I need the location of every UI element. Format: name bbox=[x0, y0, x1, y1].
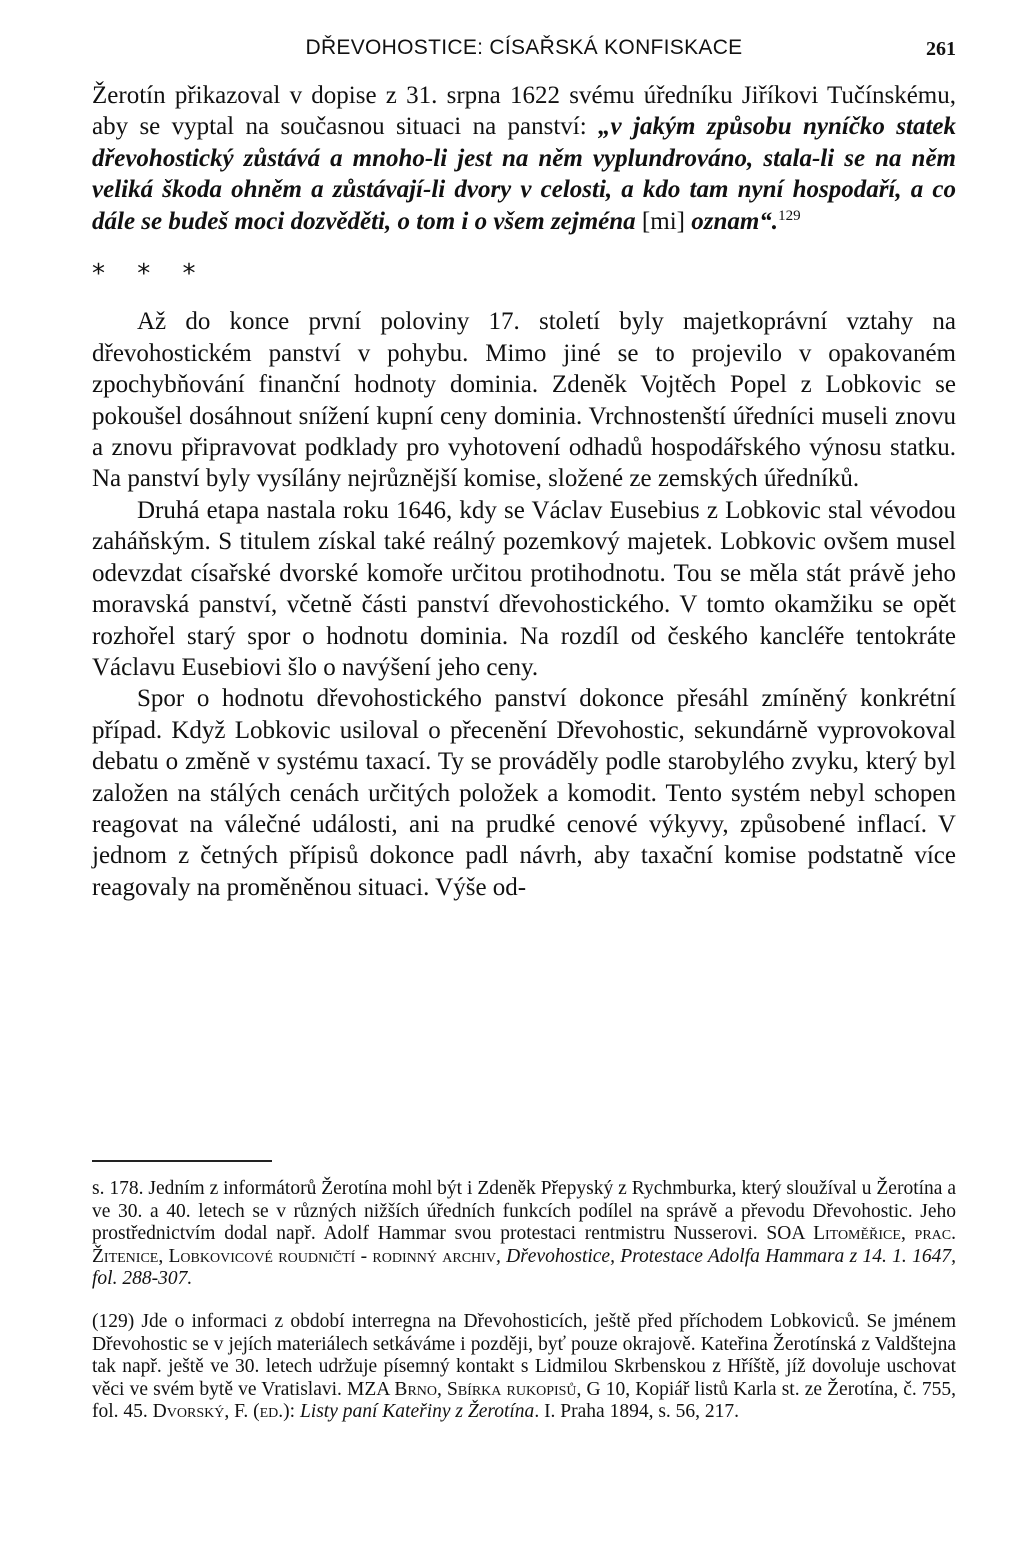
running-head bbox=[92, 36, 956, 66]
chapter-title: DŘEVOHOSTICE: CÍSAŘSKÁ KONFISKACE bbox=[305, 36, 743, 59]
footnote-divider bbox=[92, 1160, 272, 1162]
page-number: 261 bbox=[926, 38, 956, 60]
paragraph-1 bbox=[92, 80, 956, 237]
quote-bracket: [mi] bbox=[635, 207, 692, 235]
footnote-129-text: (129) Jde o informaci z období interregna na Dřevohosticích, ještě před příchodem Lobkoviců. Se jménem Dřevohostic se v jejích materiálech setkáváme i později, byť pouze okrajově. Kateřina Žerotínská z Valdštejna tak např. ještě ve 30. letech udržuje písemný kontakt s Lidmilou Skrbenskou z Hříště, jíž dovoluje uschovat věci ve svém bytě ve Vratislavi. bbox=[92, 1310, 956, 1400]
footnote-129-title: Listy paní Kateřiny z Žerotína bbox=[299, 1401, 535, 1423]
footnote-129-archive: MZA Brno, Sbírka rukopisů bbox=[347, 1378, 577, 1400]
footnote-128-archive: SOA Litoměřice, prac. Žitenice, Lobkovicové roudničtí - rodinný archiv bbox=[92, 1223, 957, 1267]
quote-text: „v jakým způsobu nyníčko statek dřevohostický zůstává a mnoho-li jest na něm vyplundrováno, stala-li se na něm veliká škoda ohněm a zůstávají-li dvory v celosti, a kdo tam nyní hospodaří, a co dále se budeš moci dozvěděti, o tom i o všem zejména bbox=[92, 113, 956, 235]
footnote-128 bbox=[92, 1178, 956, 1291]
footnote-128-source: , Dřevohostice, Protestace Adolfa Hammara z 14. 1. 1647, fol. 288-307. bbox=[92, 1245, 956, 1290]
footnote-129-end: . I. Praha 1894, s. 56, 217. bbox=[534, 1401, 740, 1423]
main-text bbox=[92, 80, 956, 903]
footnote-128-text: s. 178. Jedním z informátorů Žerotína mohl být i Zdeněk Přepyský z Rychmburka, který sloužíval u Žerotína a ve 30. a 40. letech se v různých nižších úředních funkcích podílel na správě a převodu Dřevohostic. Jeho prostřednictvím dodal např. Adolf Hammar svou protestaci rentmistru Nusserovi. bbox=[92, 1178, 956, 1245]
footnote-129-colon: : bbox=[289, 1401, 300, 1423]
section-break: * * * bbox=[92, 259, 208, 290]
footnote-129-ref: , G 10, Kopiář listů Karla st. ze Žerotína, č. 755, fol. 45. bbox=[92, 1378, 956, 1423]
footnotes bbox=[92, 1178, 956, 1424]
paragraph-1-text: Žerotín přikazoval v dopise z 31. srpna 1622 svému úředníku Jiříkovi Tučínskému, aby se vyptal na současnou situaci na panství: bbox=[92, 82, 956, 141]
footnote-ref-129: 129 bbox=[778, 207, 801, 224]
footnote-129 bbox=[92, 1311, 956, 1424]
paragraph-2: Až do konce první poloviny 17. století byly majetkoprávní vztahy na dřevohostickém panství v pohybu. Mimo jiné se to projevilo v opakovaném zpochybňování finanční hodnoty dominia. Zdeněk Vojtěch Popel z Lobkovic se pokoušel dosáhnout snížení kupní ceny dominia. Vrchnostenští úředníci museli znovu a znovu připravovat podklady pro vyhotovení odhadů hospodářského výnosu statku. Na panství byly vysílány nejrůznější komise, složené ze zemských úředníků. bbox=[92, 308, 956, 493]
quote-end: oznam“. bbox=[691, 207, 779, 235]
paragraph-3: Druhá etapa nastala roku 1646, kdy se Václav Eusebius z Lobkovic stal vévodou zaháňským. S titulem získal také reálný pozemkový majetek. Lobkovic ovšem musel odevzdat císařské dvorské komoře určitou protihodnotu. Tou se měla stát právě jeho moravská panství, včetně části panství dřevohostického. V tomto okamžiku se opět rozhořel starý spor o hodnotu dominia. Na rozdíl od českého kancléře tentokráte Václavu Eusebiovi šlo o navýšení jeho ceny. bbox=[92, 496, 956, 681]
footnote-129-author: Dvorský, F. (ed.) bbox=[152, 1401, 290, 1423]
paragraph-4: Spor o hodnotu dřevohostického panství dokonce přesáhl zmíněný konkrétní případ. Když Lobkovic usiloval o přecenění Dřevohostic, sekundárně vyprovokoval debatu o změně v systému taxací. Ty se prováděly podle starobylého zvyku, který byl založen na stálých cenách určitých položek a komodit. Tento systém nebyl schopen reagovat na válečné události, ani na prudké cenové výkyvy, způsobené inflací. V jednom z četných přípisů dokonce padl návrh, aby taxační komise podstatně více reagovaly na proměněnou situaci. Výše od- bbox=[92, 685, 956, 901]
